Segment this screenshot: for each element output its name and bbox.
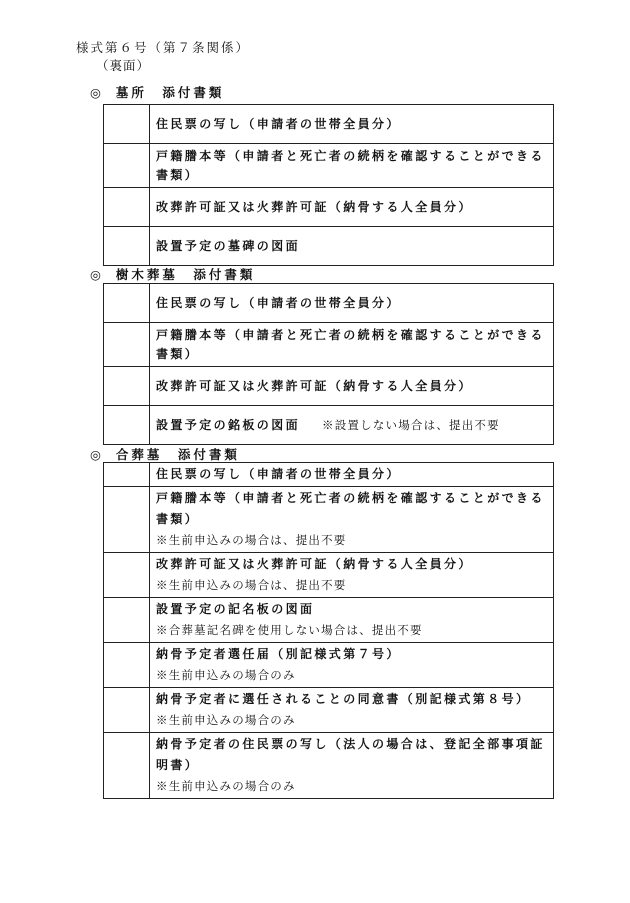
table-row bbox=[104, 643, 554, 688]
table-row bbox=[104, 406, 554, 445]
check-cell[interactable] bbox=[104, 406, 150, 445]
section2-title bbox=[90, 265, 255, 283]
double-circle-icon: ◎ bbox=[90, 267, 104, 282]
table-row bbox=[104, 463, 554, 487]
check-cell[interactable] bbox=[104, 227, 150, 266]
document-item-text: 戸籍謄本等（申請者と死亡者の続柄を確認することができる書類） bbox=[156, 491, 545, 526]
document-item bbox=[150, 643, 554, 688]
table-row bbox=[104, 598, 554, 643]
document-item-text: 設置予定の記名板の図面 bbox=[156, 602, 315, 616]
check-cell[interactable] bbox=[104, 463, 150, 487]
document-note: ※合葬墓記名碑を使用しない場合は、提出不要 bbox=[156, 623, 423, 637]
table-row bbox=[104, 144, 554, 188]
check-cell[interactable] bbox=[104, 553, 150, 598]
table-row bbox=[104, 553, 554, 598]
table-row bbox=[104, 188, 554, 227]
document-item bbox=[150, 688, 554, 733]
check-cell[interactable] bbox=[104, 643, 150, 688]
check-cell[interactable] bbox=[104, 105, 150, 144]
check-cell[interactable] bbox=[104, 688, 150, 733]
table-row bbox=[104, 284, 554, 323]
section2-table bbox=[103, 283, 554, 445]
table-row bbox=[104, 688, 554, 733]
table-row bbox=[104, 105, 554, 144]
document-note: ※生前申込みの場合のみ bbox=[156, 668, 296, 682]
check-cell[interactable] bbox=[104, 733, 150, 799]
page-side-label: （裏面） bbox=[96, 58, 151, 73]
document-item: 住民票の写し（申請者の世帯全員分） bbox=[150, 105, 554, 144]
document-item: 改葬許可証又は火葬許可証（納骨する人全員分） bbox=[150, 367, 554, 406]
document-item-text: 設置予定の銘板の図面 bbox=[156, 417, 301, 432]
document-item: 住民票の写し（申請者の世帯全員分） bbox=[150, 284, 554, 323]
document-item-text: 納骨予定者選任届（別記様式第７号） bbox=[156, 647, 401, 661]
check-cell[interactable] bbox=[104, 323, 150, 367]
section1-table bbox=[103, 104, 554, 266]
document-note: ※生前申込みの場合のみ bbox=[156, 779, 296, 793]
check-cell[interactable] bbox=[104, 598, 150, 643]
table-row bbox=[104, 227, 554, 266]
table-row bbox=[104, 323, 554, 367]
document-item: 住民票の写し（申請者の世帯全員分） bbox=[150, 463, 554, 487]
section3-title-text: 合葬墓 添付書類 bbox=[115, 447, 240, 462]
check-cell[interactable] bbox=[104, 284, 150, 323]
document-item bbox=[150, 733, 554, 799]
document-item bbox=[150, 487, 554, 553]
document-item: 改葬許可証又は火葬許可証（納骨する人全員分） bbox=[150, 188, 554, 227]
document-note: ※生前申込みの場合のみ bbox=[156, 713, 296, 727]
double-circle-icon: ◎ bbox=[90, 85, 104, 100]
document-note: ※生前申込みの場合は、提出不要 bbox=[156, 533, 347, 547]
double-circle-icon: ◎ bbox=[90, 447, 104, 462]
section3-title bbox=[90, 445, 240, 463]
document-note: ※設置しない場合は、提出不要 bbox=[322, 417, 500, 432]
section1-title bbox=[90, 83, 224, 101]
document-item bbox=[150, 406, 554, 445]
document-item-text: 改葬許可証又は火葬許可証（納骨する人全員分） bbox=[156, 557, 473, 571]
document-item-text: 納骨予定者に選任されることの同意書（別記様式第８号） bbox=[156, 692, 531, 706]
section2-title-text: 樹木葬墓 添付書類 bbox=[115, 267, 256, 282]
document-item-text: 納骨予定者の住民票の写し（法人の場合は、登記全部事項証明書） bbox=[156, 737, 545, 772]
document-item: 設置予定の墓碑の図面 bbox=[150, 227, 554, 266]
form-number: 様式第６号（第７条関係） bbox=[76, 40, 251, 55]
check-cell[interactable] bbox=[104, 367, 150, 406]
document-item bbox=[150, 598, 554, 643]
table-row bbox=[104, 733, 554, 799]
check-cell[interactable] bbox=[104, 487, 150, 553]
document-note: ※生前申込みの場合は、提出不要 bbox=[156, 578, 347, 592]
check-cell[interactable] bbox=[104, 144, 150, 188]
table-row bbox=[104, 487, 554, 553]
section1-title-text: 墓所 添付書類 bbox=[115, 85, 225, 100]
document-item: 戸籍謄本等（申請者と死亡者の続柄を確認することができる書類） bbox=[150, 144, 554, 188]
check-cell[interactable] bbox=[104, 188, 150, 227]
section3-table bbox=[103, 462, 554, 799]
document-item bbox=[150, 553, 554, 598]
table-row bbox=[104, 367, 554, 406]
document-item: 戸籍謄本等（申請者と死亡者の続柄を確認することができる書類） bbox=[150, 323, 554, 367]
